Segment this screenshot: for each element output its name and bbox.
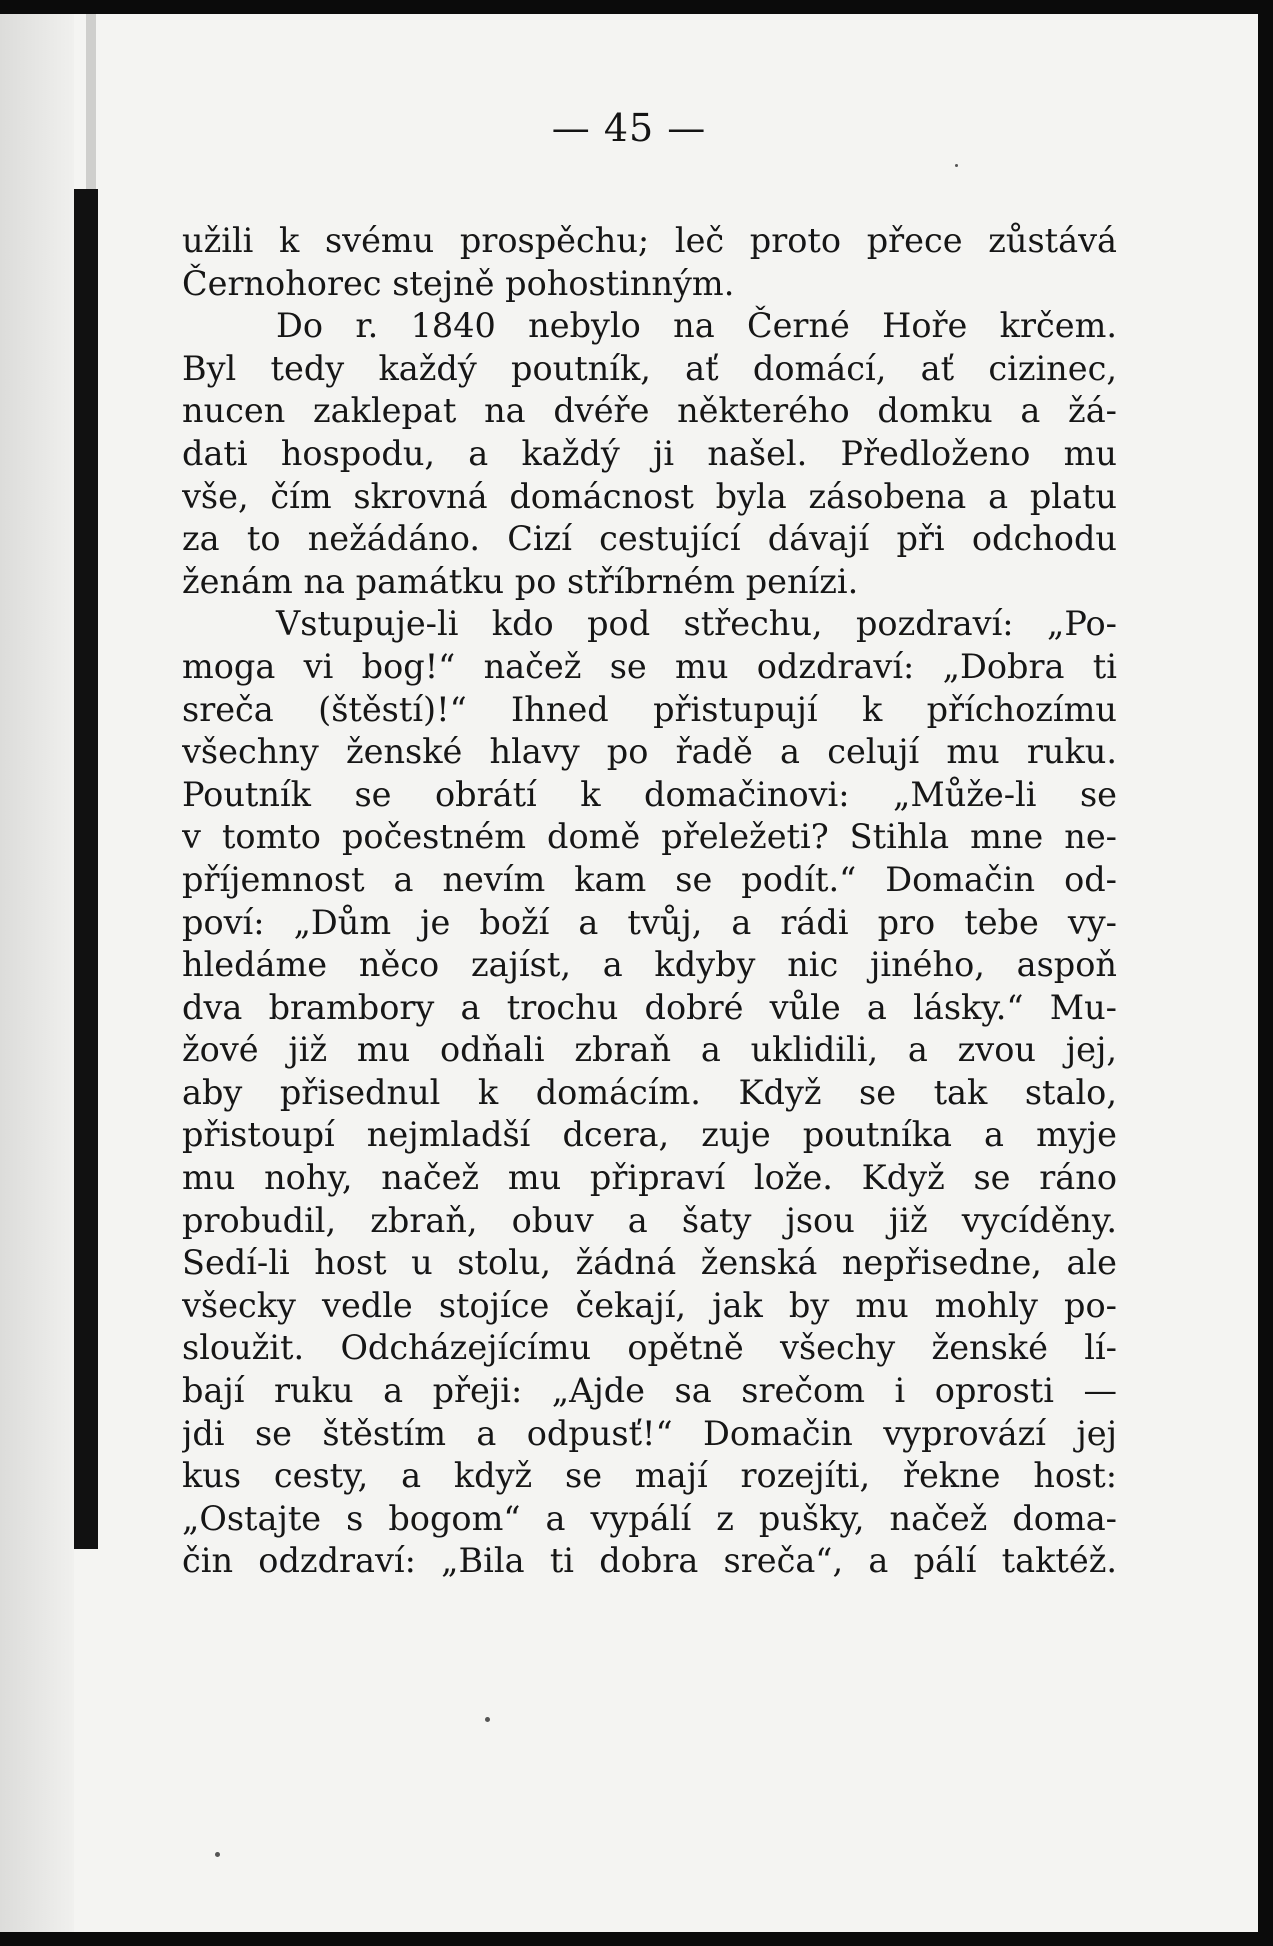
text-line: vše, čím skrovná domácnost byla zásobena a platu bbox=[182, 476, 1117, 516]
text-line: všechny ženské hlavy po řadě a celují mu ruku. bbox=[182, 732, 1117, 772]
text-line: sreča (štěstí)!“ Ihned přistupují k příchozímu bbox=[182, 689, 1117, 729]
text-line: hledáme něco zajíst, a kdyby nic jiného, aspoň bbox=[182, 945, 1117, 985]
text-line: kus cesty, a když se mají rozejíti, řekne host: bbox=[182, 1456, 1117, 1496]
text-line: Poutník se obrátí k domačinovi: „Může-li se bbox=[182, 774, 1117, 814]
text-line: „Ostajte s bogom“ a vypálí z pušky, načež doma- bbox=[182, 1498, 1117, 1538]
text-line: sloužit. Odcházejícímu opětně všechy ženské lí- bbox=[182, 1328, 1117, 1368]
text-line: nucen zaklepat na dvéře některého domku a žá- bbox=[182, 391, 1117, 431]
text-line: jdi se štěstím a odpusť!“ Domačin vyprovází jej bbox=[182, 1413, 1117, 1453]
text-line: probudil, zbraň, obuv a šaty jsou již vycíděny. bbox=[182, 1200, 1117, 1240]
text-line: bají ruku a přeji: „Ajde sa srečom i oprosti — bbox=[182, 1371, 1117, 1411]
text-line: Černohorec stejně pohostinným. bbox=[182, 263, 735, 303]
text-line: Do r. 1840 nebylo na Černé Hoře krčem. bbox=[276, 306, 1117, 346]
text-line: mu nohy, načež mu připraví lože. Když se ráno bbox=[182, 1158, 1117, 1198]
text-line: poví: „Dům je boží a tvůj, a rádi pro tebe vy- bbox=[182, 902, 1117, 942]
page-gutter bbox=[0, 14, 74, 1932]
paper-speck bbox=[485, 1717, 490, 1722]
text-line: aby přisednul k domácím. Když se tak stalo, bbox=[182, 1072, 1117, 1112]
text-line: moga vi bog!“ načež se mu odzdraví: „Dobra ti bbox=[182, 646, 1117, 686]
text-line: všecky vedle stojíce čekají, jak by mu mohly po- bbox=[182, 1285, 1117, 1325]
text-line: dva brambory a trochu dobré vůle a lásky.“ Mu- bbox=[182, 987, 1117, 1027]
text-line: příjemnost a nevím kam se podít.“ Domačin od- bbox=[182, 859, 1117, 899]
gutter-shadow-top bbox=[86, 14, 96, 189]
text-line: v tomto počestném domě přeležeti? Stihla mne ne- bbox=[182, 817, 1117, 857]
text-line: čin odzdraví: „Bila ti dobra sreča“, a pálí taktéž. bbox=[182, 1541, 1117, 1581]
body-text bbox=[182, 220, 1117, 1583]
paper-speck bbox=[955, 164, 958, 167]
text-line: Vstupuje-li kdo pod střechu, pozdraví: „Po- bbox=[276, 604, 1117, 644]
binding-edge bbox=[74, 189, 98, 1549]
text-line: za to nežádáno. Cizí cestující dávají při odchodu bbox=[182, 519, 1117, 559]
text-line: přistoupí nejmladší dcera, zuje poutníka a myje bbox=[182, 1115, 1117, 1155]
text-line: žové již mu odňali zbraň a uklidili, a zvou jej, bbox=[182, 1030, 1117, 1070]
page-number: — 45 — bbox=[551, 106, 707, 150]
paper-speck bbox=[215, 1852, 220, 1857]
text-line: užili k svému prospěchu; leč proto přece zůstává bbox=[182, 221, 1117, 260]
text-line: Sedí-li host u stolu, žádná ženská nepřisedne, ale bbox=[182, 1243, 1117, 1283]
text-line: dati hospodu, a každý ji našel. Předloženo mu bbox=[182, 433, 1117, 473]
book-page bbox=[0, 14, 1258, 1932]
text-line: Byl tedy každý poutník, ať domácí, ať cizinec, bbox=[182, 348, 1117, 388]
text-line: ženám na památku po stříbrném penízi. bbox=[182, 561, 859, 601]
